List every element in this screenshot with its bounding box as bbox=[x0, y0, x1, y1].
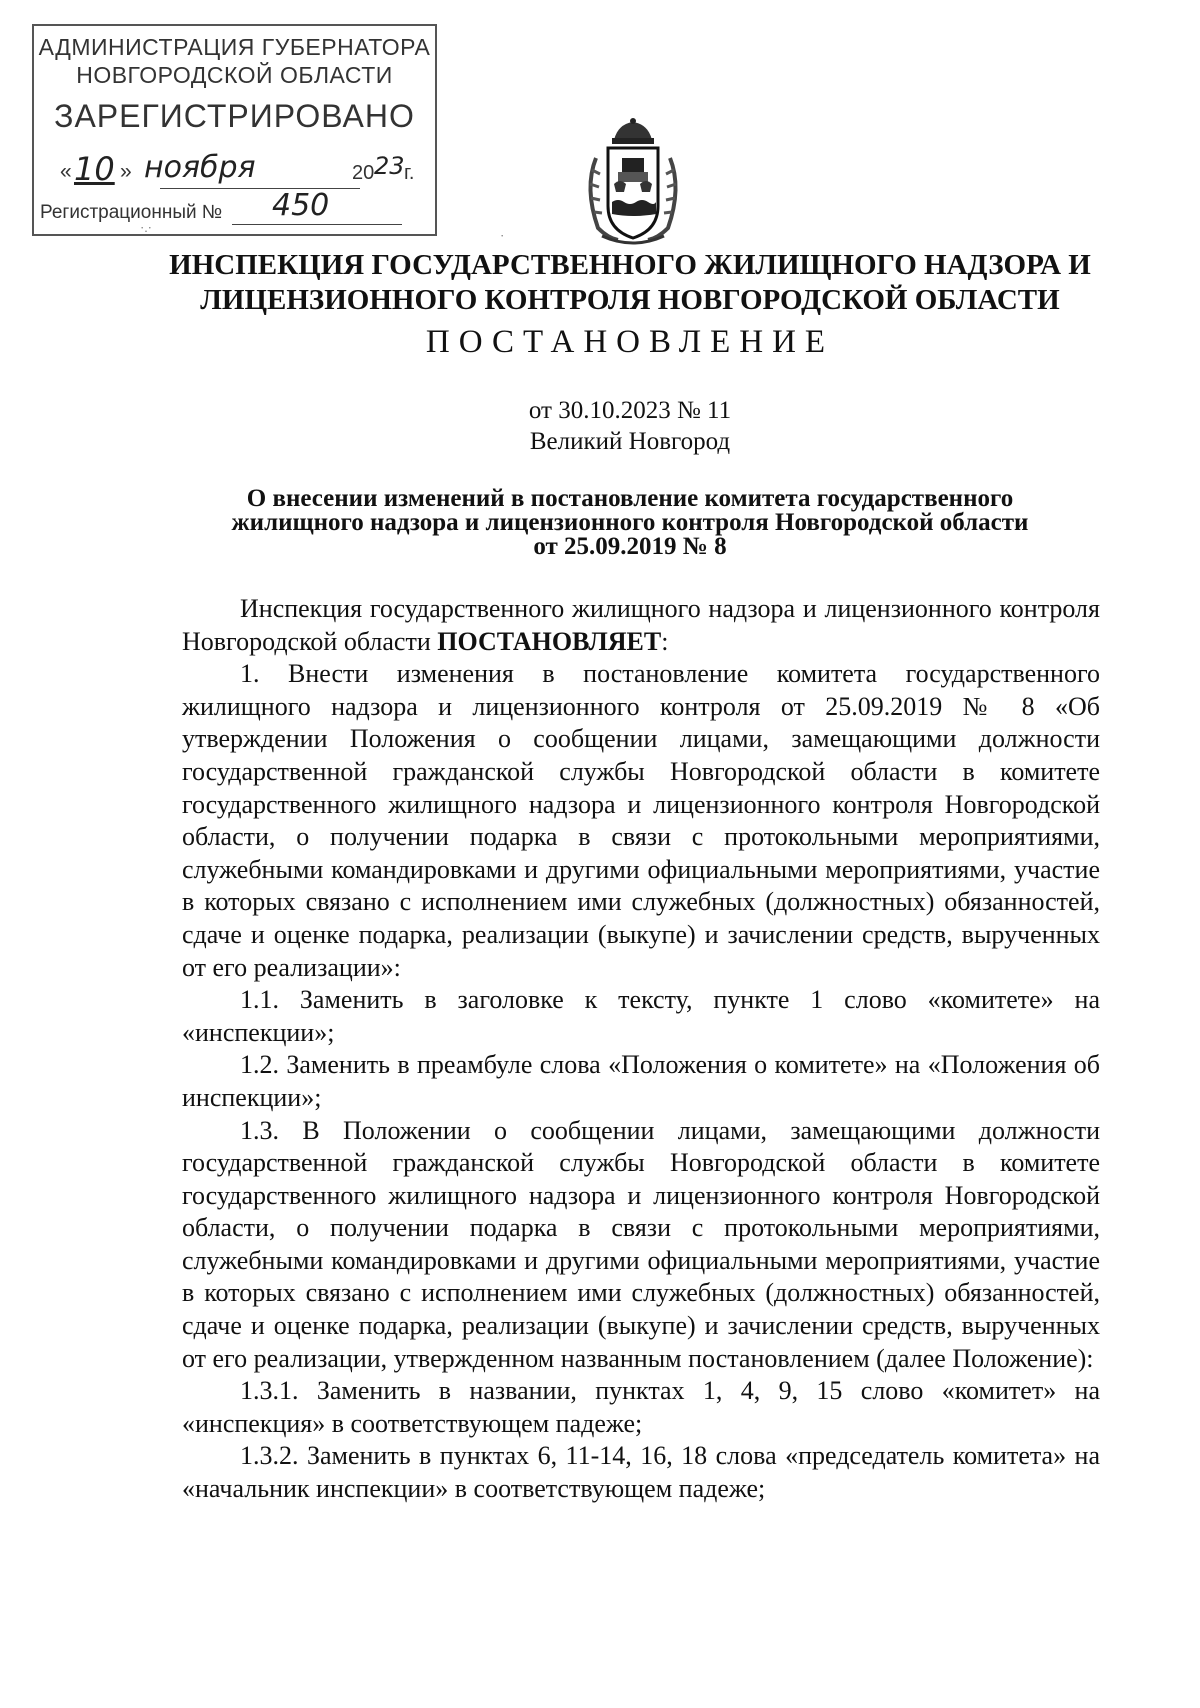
body-paragraph-1-3-2: 1.3.2. Заменить в пунктах 6, 11-14, 16, 18 слова «председатель комитета» на «начальник инспекции» в соответствующем падеже; bbox=[182, 1441, 1100, 1504]
stamp-reg-number: 450 bbox=[272, 188, 330, 223]
subject-line3: от 25.09.2019 № 8 bbox=[533, 533, 727, 560]
body-paragraph-1: 1. Внести изменения в постановление комитета государственного жилищного надзора и лицензионного контроля от 25.09.2019 № 8 «Об утверждении Положения о сообщении лицами, замещающими должности государственной гражданской службы Новгородской области в комитете государственного жилищного надзора и лицензионного контроля Новгородской области, о получении подарка в связи с протокольными мероприятиями, служебными командировками и другими официальными мероприятиями, участие в которых связано с исполнением ими служебных (должностных) обязанностей, сдаче и оценке подарка, реализации (выкупе) и зачислении средств, вырученных от его реализации»: bbox=[182, 659, 1100, 982]
body-paragraph-1-2: 1.2. Заменить в преамбуле слова «Положения о комитете» на «Положения об инспекции»; bbox=[182, 1050, 1100, 1112]
document-body bbox=[182, 593, 1100, 1506]
stamp-registered: ЗАРЕГИСТРИРОВАНО bbox=[54, 98, 415, 134]
body-paragraph-1-1: 1.1. Заменить в заголовке к тексту, пункте 1 слово «комитете» на «инспекции»; bbox=[182, 985, 1100, 1047]
document-place: Великий Новгород bbox=[529, 428, 731, 455]
intro-end: : bbox=[661, 626, 669, 656]
stamp-org-line2: НОВГОРОДСКОЙ ОБЛАСТИ bbox=[76, 62, 393, 88]
subject-line1: О внесении изменений в постановление комитета государственного bbox=[246, 485, 1014, 512]
stamp-month: ноября bbox=[144, 150, 256, 185]
registration-stamp bbox=[32, 24, 437, 236]
stamp-number-row bbox=[40, 188, 425, 224]
stamp-reg-label: Регистрационный № bbox=[40, 202, 223, 223]
intro-text: Инспекция государственного жилищного надзора и лицензионного контроля Новгородской области bbox=[182, 594, 1100, 656]
stamp-year-prefix: 20 bbox=[352, 162, 375, 184]
body-paragraph-1-3-1: 1.3.1. Заменить в названии, пунктах 1, 4, 9, 15 слово «комитет» на «инспекция» в соответствующем падеже; bbox=[182, 1376, 1100, 1438]
stamp-date-row: « 10 » ноября 20 23 г. bbox=[60, 150, 415, 188]
stamp-org-line1: АДМИНИСТРАЦИЯ ГУБЕРНАТОРА bbox=[38, 34, 431, 60]
intro-bold-resolves: ПОСТАНОВЛЯЕТ bbox=[437, 626, 662, 656]
novgorod-coat-of-arms-icon bbox=[578, 118, 688, 246]
stamp-year-suffix: г. bbox=[404, 162, 415, 184]
stamp-day: 10 bbox=[74, 150, 115, 188]
subject-line2: жилищного надзора и лицензионного контроля Новгородской области bbox=[231, 509, 1029, 536]
body-intro bbox=[182, 593, 1100, 658]
org-title-line2: ЛИЦЕНЗИОННОГО КОНТРОЛЯ НОВГОРОДСКОЙ ОБЛАСТИ bbox=[200, 284, 1060, 316]
stamp-year: 23 bbox=[374, 152, 405, 180]
scan-speck: ·.· bbox=[140, 220, 152, 235]
scan-speck: · bbox=[500, 228, 505, 243]
document-date-number: от 30.10.2023 № 11 bbox=[528, 397, 732, 424]
body-paragraph-1-3: 1.3. В Положении о сообщении лицами, замещающими должности государственной гражданской службы Новгородской области в комитете государственного жилищного надзора и лицензионного контроля Новгородской области, о получении подарка в связи с протокольными мероприятиями, служебными командировками и другими официальными мероприятиями, участие в которых связано с исполнением ими служебных (должностных) обязанностей, сдаче и оценке подарка, реализации (выкупе) и зачислении средств, вырученных от его реализации, утвержденном названным постановлением (далее Положение): bbox=[182, 1115, 1100, 1373]
document-type: ПОСТАНОВЛЕНИЕ bbox=[425, 324, 835, 360]
org-title-line1: ИНСПЕКЦИЯ ГОСУДАРСТВЕННОГО ЖИЛИЩНОГО НАДЗОРА И bbox=[169, 249, 1091, 281]
